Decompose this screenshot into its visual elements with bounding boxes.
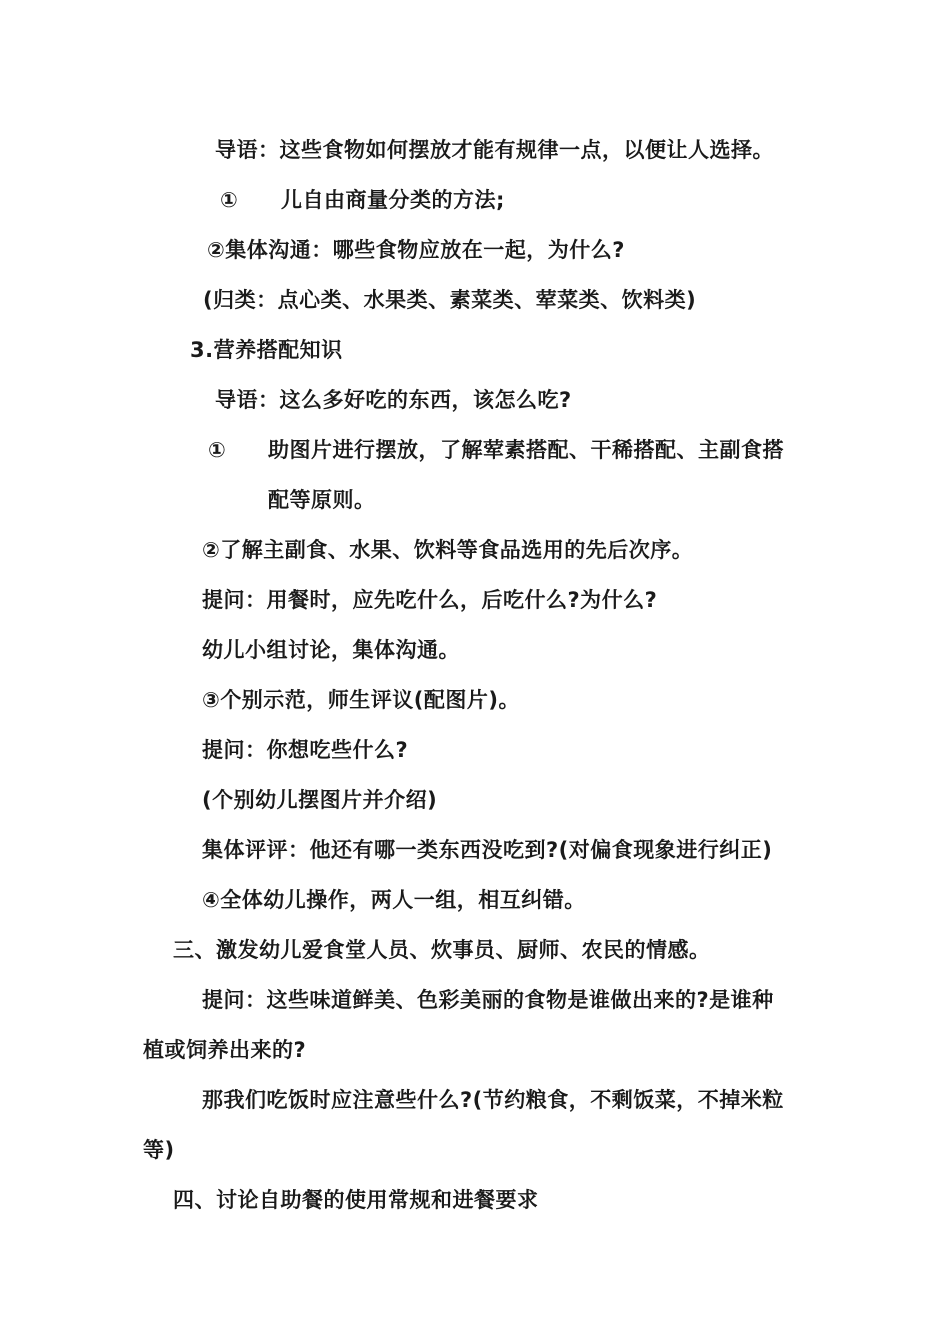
category-note: (归类：点心类、水果类、素菜类、荤菜类、饮料类) xyxy=(203,288,697,312)
question-3: 提问：这些味道鲜美、色彩美丽的食物是谁做出来的?是谁种 xyxy=(202,988,774,1012)
section-heading-3: 3.营养搭配知识 xyxy=(190,338,343,362)
question-3-continued: 植或饲养出来的? xyxy=(143,1038,307,1062)
list-item-5: ③个别示范，师生评议(配图片)。 xyxy=(202,688,520,712)
guide-text-2: 导语：这么多好吃的东西，该怎么吃? xyxy=(215,388,572,412)
activity-note: (个别幼儿摆图片并介绍) xyxy=(202,788,438,812)
group-discussion: 幼儿小组讨论，集体沟通。 xyxy=(202,638,460,662)
question-1: 提问：用餐时，应先吃什么，后吃什么?为什么? xyxy=(202,588,658,612)
section-heading-three: 三、激发幼儿爱食堂人员、炊事员、厨师、农民的情感。 xyxy=(173,938,711,962)
list-item-3-text: 助图片进行摆放，了解荤素搭配、干稀搭配、主副食搭 xyxy=(268,438,784,462)
list-item-2: ②集体沟通：哪些食物应放在一起，为什么? xyxy=(207,238,625,262)
list-item-1-marker: ① xyxy=(220,188,239,212)
section-heading-four: 四、讨论自助餐的使用常规和进餐要求 xyxy=(173,1188,539,1212)
list-item-6: ④全体幼儿操作，两人一组，相互纠错。 xyxy=(202,888,586,912)
list-item-4: ②了解主副食、水果、饮料等食品选用的先后次序。 xyxy=(202,538,694,562)
question-2: 提问：你想吃些什么? xyxy=(202,738,409,762)
question-4: 那我们吃饭时应注意些什么?(节约粮食，不剩饭菜，不掉米粒 xyxy=(202,1088,784,1112)
guide-text-1: 导语：这些食物如何摆放才能有规律一点，以便让人选择。 xyxy=(215,138,774,162)
list-item-1-text: 儿自由商量分类的方法; xyxy=(281,188,505,212)
question-4-continued: 等) xyxy=(143,1138,175,1162)
list-item-3-marker: ① xyxy=(208,438,227,462)
group-review: 集体评评：他还有哪一类东西没吃到?(对偏食现象进行纠正) xyxy=(202,838,773,862)
list-item-3-continued: 配等原则。 xyxy=(268,488,376,512)
